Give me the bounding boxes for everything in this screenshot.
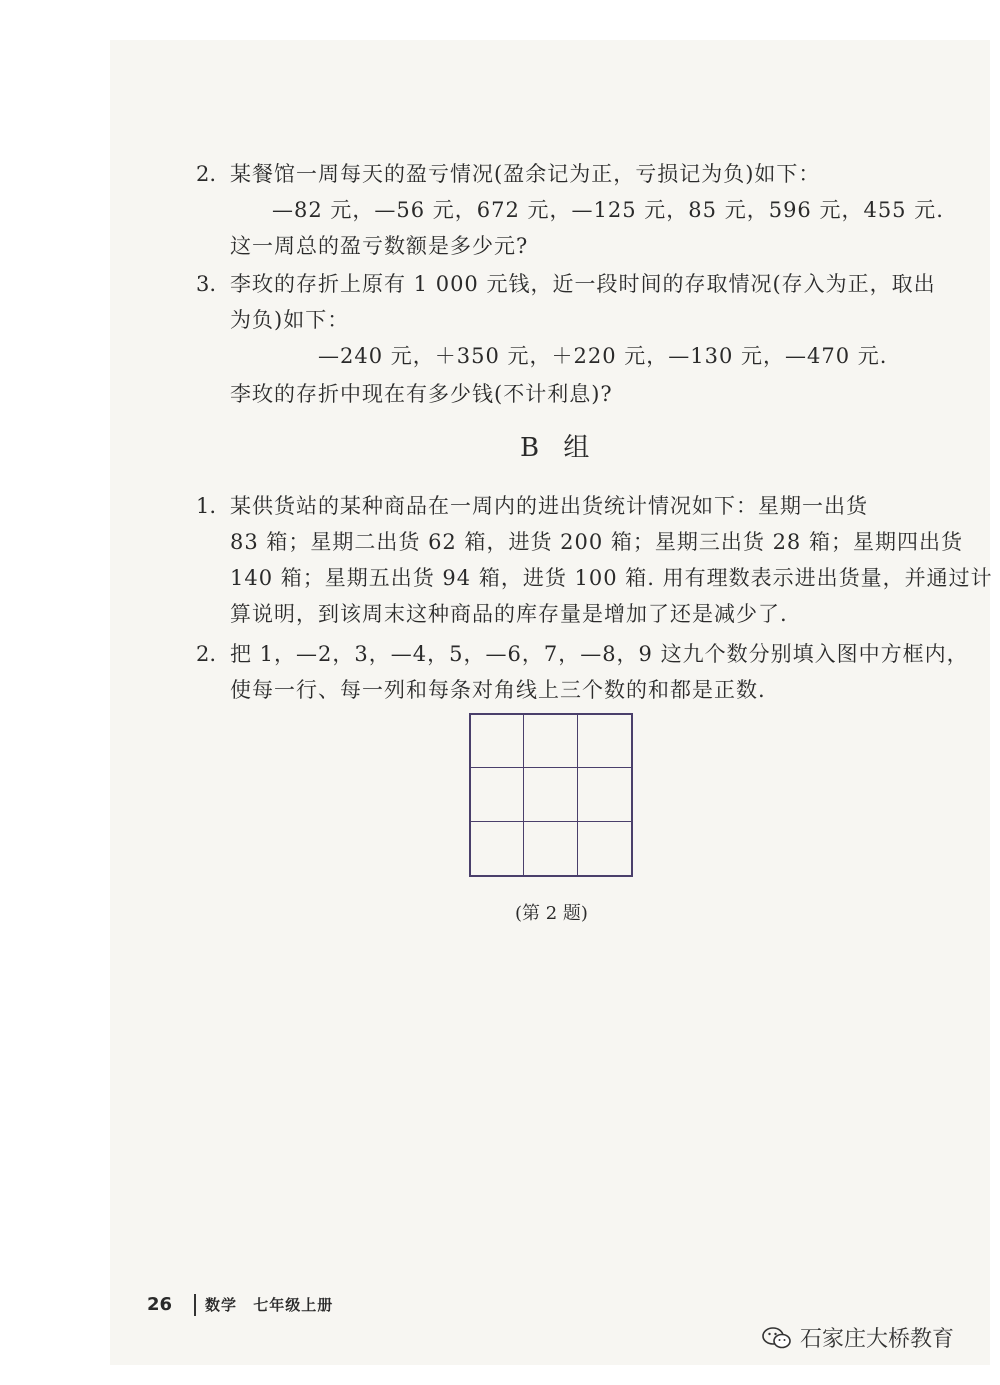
grid-cell [471,822,524,875]
wechat-icon [762,1326,792,1350]
grid-cell [578,768,631,821]
grid-cell [578,822,631,875]
page-number: 26 [147,1294,173,1315]
question-text: 这一周总的盈亏数额是多少元? [230,234,529,258]
question-text: 李玫的存折中现在有多少钱(不计利息)? [230,382,613,406]
question-number: 2. [196,642,217,666]
grid-cell [524,715,577,768]
book-title: 数学 七年级上册 [205,1296,334,1314]
grid-cell [471,715,524,768]
question-text: 把 1，—2，3，—4，5，—6，7，—8，9 这九个数分别填入图中方框内， [230,642,969,666]
question-text: 某餐馆一周每天的盈亏情况(盈余记为正，亏损记为负)如下： [230,162,821,186]
question-values: —240 元，＋350 元，＋220 元，—130 元，—470 元. [318,344,888,368]
watermark [762,1322,954,1353]
question-number: 2. [196,162,217,186]
question-text: 140 箱；星期五出货 94 箱，进货 100 箱. 用有理数表示进出货量，并通过计 [230,566,993,590]
question-text: 算说明，到该周末这种商品的库存量是增加了还是减少了. [230,602,788,626]
question-text: 83 箱；星期二出货 62 箱，进货 200 箱；星期三出货 28 箱；星期四出货 [230,530,963,554]
section-title: B 组 [520,433,598,463]
question-text: 使每一行、每一列和每条对角线上三个数的和都是正数. [230,678,766,702]
question-text: 李玫的存折上原有 1 000 元钱，近一段时间的存取情况(存入为正，取出 [230,272,936,296]
question-number: 1. [196,494,217,518]
question-values: —82 元，—56 元，672 元，—125 元，85 元，596 元，455 元. [272,198,944,222]
question-text: 某供货站的某种商品在一周内的进出货统计情况如下：星期一出货 [230,494,868,518]
grid-cell [578,715,631,768]
question-number: 3. [196,272,217,296]
footer-divider [194,1294,196,1316]
grid-cell [524,768,577,821]
watermark-text: 石家庄大桥教育 [800,1327,955,1352]
grid-cell [524,822,577,875]
magic-square-grid [469,713,633,877]
figure-caption: (第 2 题) [515,903,588,924]
question-text: 为负)如下： [230,308,350,332]
grid-cell [471,768,524,821]
